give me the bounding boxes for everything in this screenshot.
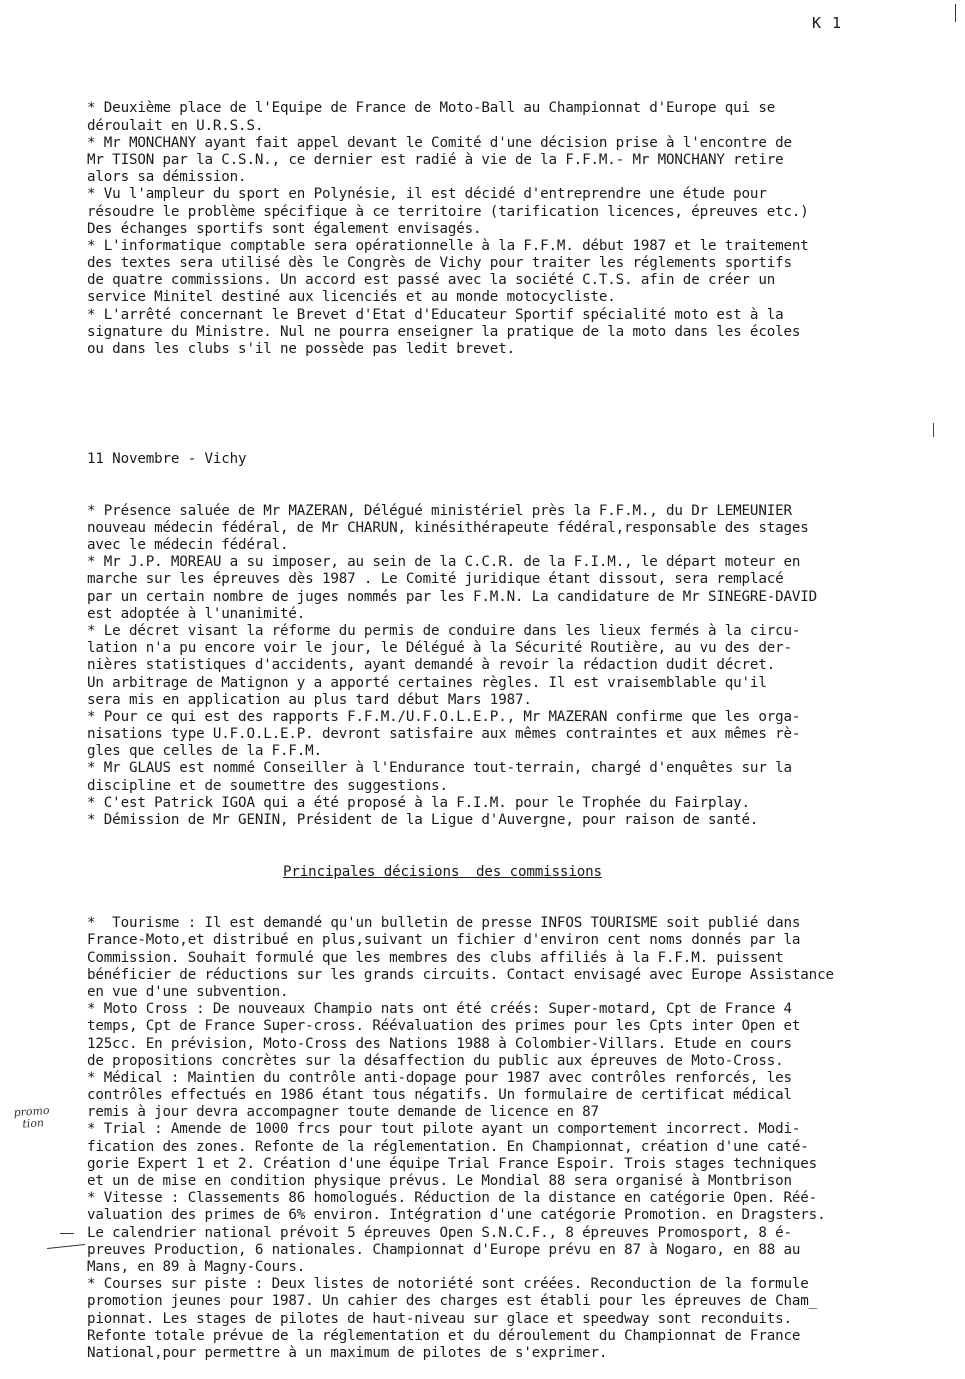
text-line: Le calendrier national prévoit 5 épreuves Open S.N.C.F., 8 épreuves Promosport, 8 é- bbox=[87, 1224, 792, 1241]
text-line: nisations type U.F.O.L.E.P. devront satisfaire aux mêmes contraintes et aux mêmes rè- bbox=[87, 726, 801, 743]
text-line: est adoptée à l'unanimité. bbox=[87, 605, 306, 622]
text-line: * Vitesse : Classements 86 homologués. Réduction de la distance en catégorie Open. Réé- bbox=[87, 1190, 818, 1207]
text-line: * C'est Patrick IGOA qui a été proposé à la F.I.M. pour le Trophée du Fairplay. bbox=[87, 794, 750, 811]
text-line: 125cc. En prévision, Moto-Cross des Nations 1988 à Colombier-Villars. Etude en cours bbox=[87, 1035, 792, 1052]
text-line: fication des zones. Refonte de la réglementation. En Championnat, création d'une caté- bbox=[87, 1138, 809, 1155]
text-line: * Moto Cross : De nouveaux Champio nats ont été créés: Super-motard, Cpt de France 4 bbox=[87, 1001, 792, 1018]
text-line: Mr TISON par la C.S.N., ce dernier est radié à vie de la F.F.M.- Mr MONCHANY retire bbox=[87, 151, 784, 168]
text-line: promotion jeunes pour 1987. Un cahier des charges est établi pour les épreuves de Cham_ bbox=[87, 1293, 818, 1310]
text-line: temps, Cpt de France Super-cross. Réévaluation des primes pour les Cpts inter Open et bbox=[87, 1018, 801, 1035]
text-line: ou dans les clubs s'il ne possède pas ledit brevet. bbox=[87, 341, 515, 358]
text-line: de propositions concrètes sur la désaffection du public aux épreuves de Moto-Cross. bbox=[87, 1052, 784, 1069]
text-line: * Présence saluée de Mr MAZERAN, Délégué ministériel près la F.F.M., du Dr LEMEUNIER bbox=[87, 502, 792, 519]
text-line: service Minitel destiné aux licenciés et au monde motocycliste. bbox=[87, 289, 616, 306]
commissions-heading: Principales décisions des commissions bbox=[283, 863, 602, 880]
text-line: Refonte totale prévue de la réglementation et du déroulement du Championnat de France bbox=[87, 1327, 801, 1344]
text-line: contrôles effectués en 1986 étant tous négatifs. Un formulaire de certificat médical bbox=[87, 1087, 792, 1104]
text-line: * Mr MONCHANY ayant fait appel devant le Comité d'une décision prise à l'encontre de bbox=[87, 134, 792, 151]
text-line: gorie Expert 1 et 2. Création d'une équipe Trial France Espoir. Trois stages techniques bbox=[87, 1155, 818, 1172]
text-line: marche sur les épreuves dès 1987 . Le Comité juridique étant dissout, sera remplacé bbox=[87, 571, 784, 588]
text-line: remis à jour devra accompagner toute demande de licence en 87 bbox=[87, 1104, 599, 1121]
text-line: * L'arrêté concernant le Brevet d'Etat d'Educateur Sportif spécialité moto est à la bbox=[87, 306, 784, 323]
text-line: * Vu l'ampleur du sport en Polynésie, il est décidé d'entreprendre une étude pour bbox=[87, 186, 767, 203]
text-line: résoudre le problème spécifique à ce territoire (tarification licences, épreuves etc.) bbox=[87, 203, 809, 220]
text-line: preuves Production, 6 nationales. Championnat d'Europe prévu en 87 à Nogaro, en 88 au bbox=[87, 1241, 801, 1258]
text-line: National,pour permettre à un maximum de pilotes de s'exprimer. bbox=[87, 1344, 608, 1361]
text-line: * Deuxième place de l'Equipe de France de Moto-Ball au Championnat d'Europe qui se bbox=[87, 100, 776, 117]
document-body bbox=[87, 66, 947, 1379]
text-line: des textes sera utilisé dès le Congrès de Vichy pour traiter les réglements sportifs bbox=[87, 255, 792, 272]
text-line: * Mr GLAUS est nommé Conseiller à l'Endurance tout-terrain, chargé d'enquêtes sur la bbox=[87, 760, 792, 777]
section-date: 11 Novembre - Vichy bbox=[87, 451, 247, 468]
text-line: de quatre commissions. Un accord est passé avec la société C.T.S. afin de créer un bbox=[87, 272, 776, 289]
margin-dash-short bbox=[60, 1233, 74, 1234]
text-line: * Tourisme : Il est demandé qu'un bulletin de presse INFOS TOURISME soit publié dans bbox=[87, 915, 801, 932]
text-line: * Pour ce qui est des rapports F.F.M./U.F.O.L.E.P., Mr MAZERAN confirme que les orga- bbox=[87, 708, 801, 725]
text-line: sera mis en application au plus tard début Mars 1987. bbox=[87, 691, 532, 708]
margin-dash-long bbox=[47, 1244, 85, 1249]
text-line: gles que celles de la F.F.M. bbox=[87, 743, 322, 760]
text-line: Mans, en 89 à Magny-Cours. bbox=[87, 1258, 306, 1275]
text-line: déroulait en U.R.S.S. bbox=[87, 117, 264, 134]
text-line: et un de mise en condition physique prévus. Le Mondial 88 sera organisé à Montbrison bbox=[87, 1173, 792, 1189]
text-line: * Trial : Amende de 1000 frcs pour tout pilote ayant un comportement incorrect. Modi- bbox=[87, 1121, 801, 1138]
text-line: lation n'a pu encore voir le jour, le Délégué à la Sécurité Routière, au vu des der- bbox=[87, 640, 792, 657]
text-line: avec le médecin fédéral. bbox=[87, 537, 289, 553]
margin-tick bbox=[955, 4, 956, 22]
block-commission-decisions bbox=[87, 915, 947, 1362]
text-line: par un certain nombre de juges nommés par les F.M.N. La candidature de Mr SINEGRE-DAVID bbox=[87, 588, 818, 605]
page-number: K 1 bbox=[812, 14, 843, 32]
text-line: Commission. Souhait formulé que les membres des clubs affiliés à la F.F.M. puissent bbox=[87, 949, 784, 966]
text-line: valuation des primes de 6% environ. Intégration d'une catégorie Promotion. en Dragsters. bbox=[87, 1207, 826, 1224]
text-line: en vue d'une subvention. bbox=[87, 983, 289, 1000]
block-vichy-meeting bbox=[87, 503, 947, 830]
text-line: nouveau médecin fédéral, de Mr CHARUN, kinésithérapeute fédéral,responsable des stages bbox=[87, 519, 809, 536]
handwritten-margin-note: promo tion bbox=[13, 1103, 50, 1131]
text-line: * Mr J.P. MOREAU a su imposer, au sein de la C.C.R. de la F.I.M., le départ moteur en bbox=[87, 554, 801, 571]
text-line: Des échanges sportifs sont également envisagés. bbox=[87, 220, 482, 237]
text-line: * Le décret visant la réforme du permis de conduire dans les lieux fermés à la circu- bbox=[87, 622, 801, 639]
text-line: * Démission de Mr GENIN, Président de la Ligue d'Auvergne, pour raison de santé. bbox=[87, 812, 759, 828]
text-line: Un arbitrage de Matignon y a apporté certaines règles. Il est vraisemblable qu'il bbox=[87, 674, 767, 691]
text-line: discipline et de soumettre des suggestions. bbox=[87, 777, 448, 794]
text-line: * L'informatique comptable sera opérationnelle à la F.F.M. début 1987 et le traitement bbox=[87, 237, 809, 254]
text-line: * Médical : Maintien du contrôle anti-dopage pour 1987 avec contrôles renforcés, les bbox=[87, 1069, 792, 1086]
text-line: * Courses sur piste : Deux listes de notoriété sont créées. Reconduction de la formule bbox=[87, 1276, 809, 1293]
text-line: France-Moto,et distribué en plus,suivant un fichier d'environ cent noms donnés par la bbox=[87, 932, 801, 949]
text-line: nières statistiques d'accidents, ayant demandé à revoir la rédaction dudit décret. bbox=[87, 657, 776, 674]
text-line: pionnat. Les stages de pilotes de haut-niveau sur glace et speedway sont reconduits. bbox=[87, 1310, 792, 1327]
text-line: alors sa démission. bbox=[87, 169, 247, 186]
block-federation-news bbox=[87, 100, 947, 358]
text-line: signature du Ministre. Nul ne pourra enseigner la pratique de la moto dans les écoles bbox=[87, 323, 801, 340]
text-line: bénéficier de réductions sur les grands circuits. Contact envisagé avec Europe Assistance bbox=[87, 966, 834, 983]
